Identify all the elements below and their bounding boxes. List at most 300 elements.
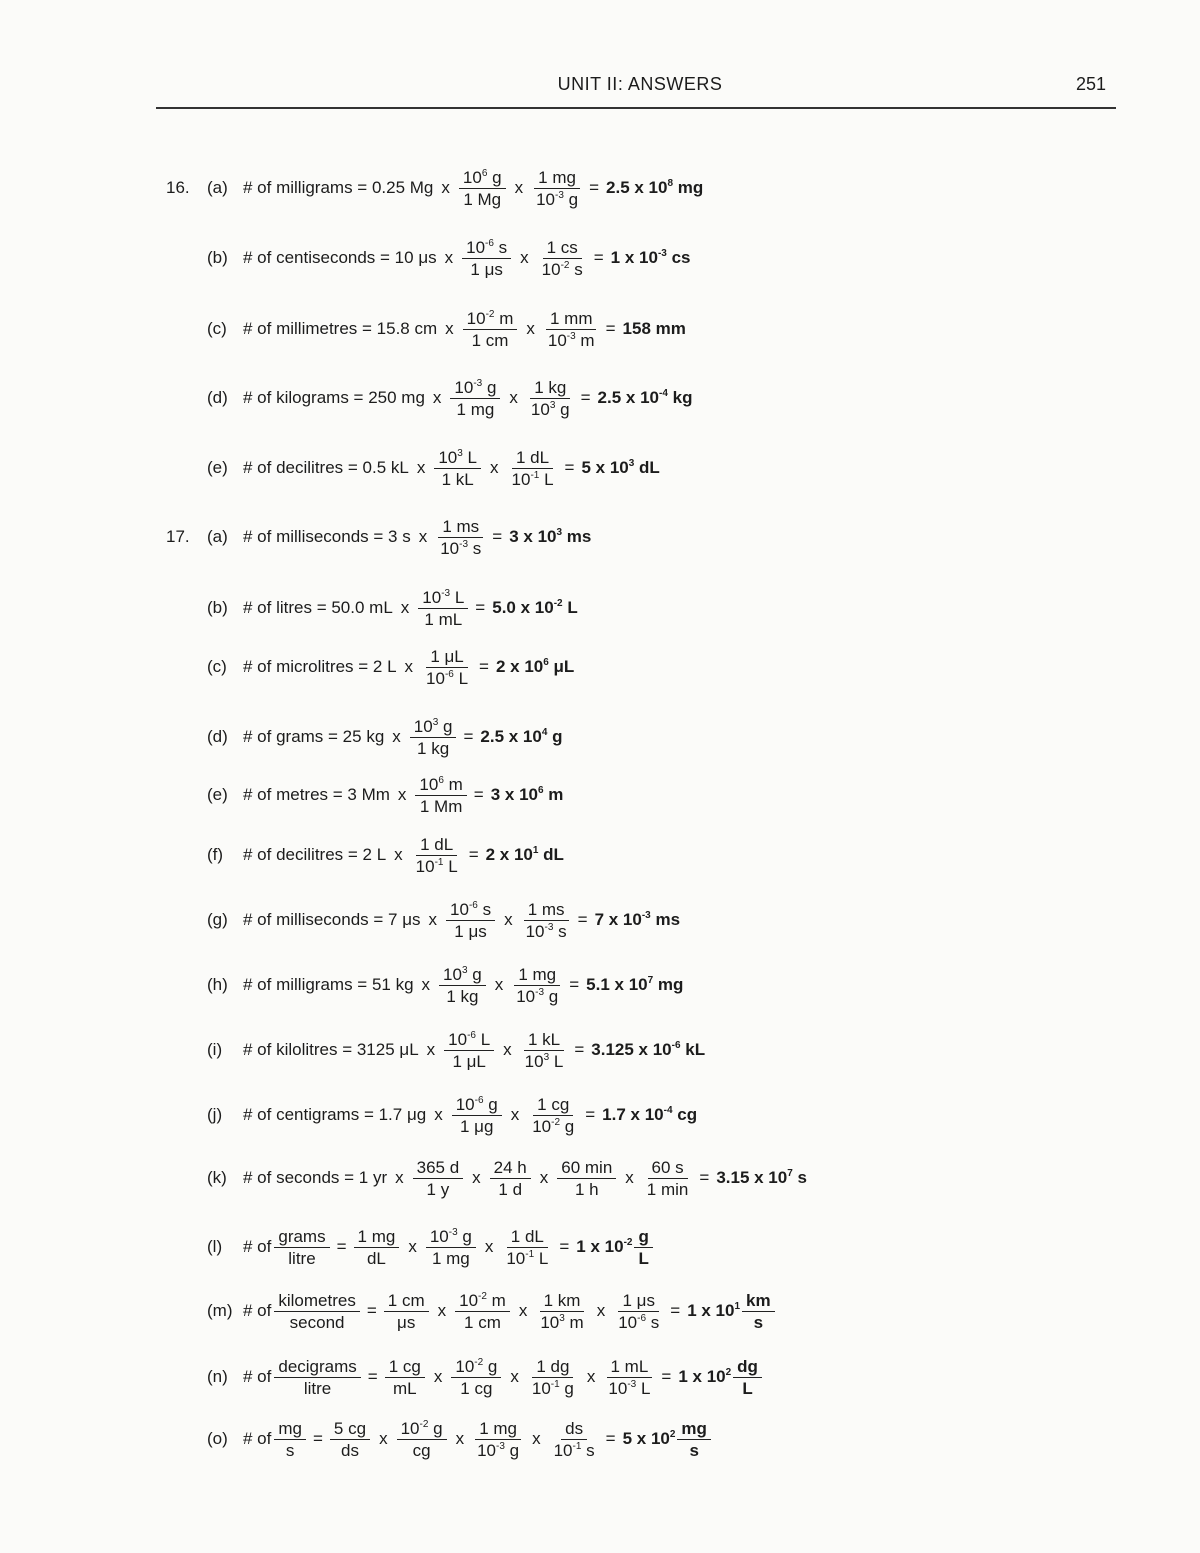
part-label: (f) <box>207 845 224 864</box>
answer-unit-fraction <box>742 1292 775 1331</box>
denominator: $10^{-1}$ L <box>511 469 554 489</box>
times-sign: x <box>510 1105 520 1124</box>
denominator: 1 μs <box>454 921 487 941</box>
expression <box>242 835 564 875</box>
answer-row <box>0 775 1200 815</box>
denominator: $10^{-2}$ s <box>541 259 583 279</box>
expression <box>242 1291 777 1331</box>
times-sign: x <box>526 319 535 338</box>
answer-value: 3.125 x $10^{-6}$ kL <box>591 1040 706 1059</box>
expression-text: # of milliseconds = 3 s <box>243 527 411 546</box>
expression <box>242 717 563 757</box>
part-label: (c) <box>207 657 227 676</box>
equals-sign: = <box>475 598 486 617</box>
page-title: UNIT II: ANSWERS <box>557 74 723 94</box>
expression-text: # of decilitres = 0.5 kL <box>243 458 409 477</box>
denominator: $10^{-3}$ g <box>536 189 579 209</box>
times-sign: x <box>472 1168 481 1187</box>
part-label: (l) <box>207 1237 223 1256</box>
conversion-fraction <box>502 1228 552 1267</box>
part-label: (c) <box>207 319 227 338</box>
conversion-fraction <box>521 1031 568 1070</box>
answer-row <box>0 900 1200 940</box>
conversion-fraction <box>397 1420 447 1459</box>
conversion-fraction <box>418 589 468 628</box>
conversion-fraction <box>412 836 462 875</box>
numerator: grams <box>274 1228 329 1248</box>
conversion-fraction <box>490 1159 531 1198</box>
expression-text: # of seconds = 1 yr <box>243 1168 388 1187</box>
answer-unit-fraction <box>733 1358 762 1397</box>
times-sign: x <box>421 975 431 994</box>
numerator: 1 dL <box>512 449 553 469</box>
times-sign: x <box>455 1429 465 1448</box>
denominator: $10^{-1}$ L <box>506 1248 549 1268</box>
expression-text: # of <box>243 1237 272 1256</box>
part-label: (k) <box>207 1168 227 1187</box>
numerator: 1 dL <box>416 836 457 856</box>
denominator: 1 h <box>574 1179 599 1199</box>
part-label: (i) <box>207 1040 223 1059</box>
answer-row <box>0 647 1200 687</box>
expression-text: # of kilolitres = 3125 μL <box>243 1040 419 1059</box>
denominator: $10^{-6}$ L <box>426 668 469 688</box>
answer-value: 3.15 x $10^7$ s <box>716 1168 807 1187</box>
expression <box>242 378 692 418</box>
numerator: 1 kL <box>524 1031 564 1051</box>
expression <box>242 1357 764 1397</box>
times-sign: x <box>408 1237 417 1256</box>
denominator: 1 cm <box>464 1312 501 1332</box>
part-label: (b) <box>207 598 228 617</box>
answer-unit-fraction <box>634 1228 652 1267</box>
conversion-fraction <box>422 648 472 687</box>
denominator: $10^{-1}$ L <box>415 856 458 876</box>
denominator: cg <box>412 1440 431 1460</box>
expression-text: # of milligrams = 0.25 Mg <box>243 178 434 197</box>
numerator: $10^{-3}$ g <box>426 1228 476 1248</box>
times-sign: x <box>394 845 403 864</box>
answer-value: 3 x $10^6$ m <box>490 785 564 804</box>
part-label: (m) <box>207 1301 233 1320</box>
denominator: $10^{-1}$ g <box>531 1378 574 1398</box>
equals-sign: = <box>699 1168 710 1187</box>
conversion-fraction <box>538 239 587 278</box>
part-label: (b) <box>207 248 228 267</box>
conversion-fraction <box>274 1420 306 1459</box>
expression <box>242 517 591 557</box>
expression <box>242 775 563 815</box>
expression-text: # of <box>243 1367 272 1386</box>
conversion-fraction <box>384 1292 429 1331</box>
denominator: $10^{-3}$ s <box>525 921 567 941</box>
expression-text: # of microlitres = 2 L <box>243 657 397 676</box>
conversion-fraction <box>508 449 558 488</box>
denominator: 1 Mg <box>463 189 502 209</box>
conversion-fraction <box>446 901 495 940</box>
denominator: $10^{-3}$ L <box>608 1378 651 1398</box>
numerator: 1 ms <box>438 518 483 538</box>
equals-sign: = <box>574 1040 585 1059</box>
problem-number: 16. <box>166 178 190 197</box>
expression-text: # of <box>243 1301 272 1320</box>
expression <box>242 238 690 278</box>
numerator: $10^{-3}$ L <box>418 589 468 609</box>
answer-row <box>0 168 1200 208</box>
answer-row <box>0 378 1200 418</box>
expression <box>242 1030 705 1070</box>
conversion-fraction <box>330 1420 370 1459</box>
numerator: 1 cg <box>533 1096 573 1116</box>
times-sign: x <box>539 1168 549 1187</box>
conversion-fraction <box>439 966 486 1005</box>
answer-row <box>0 1419 1200 1459</box>
conversion-fraction <box>544 310 599 349</box>
conversion-fraction <box>557 1159 616 1198</box>
times-sign: x <box>395 1168 404 1187</box>
times-sign: x <box>510 1367 519 1386</box>
answer-value: 1 x $10^{-3}$ cs <box>610 248 691 267</box>
times-sign: x <box>484 1237 494 1256</box>
conversion-fraction <box>536 1292 587 1331</box>
times-sign: x <box>490 458 499 477</box>
answer-value: 5.1 x $10^7$ mg <box>586 975 684 994</box>
numerator: $10^3$ g <box>439 966 486 986</box>
numerator: 1 kg <box>530 379 570 399</box>
conversion-fraction <box>463 310 518 349</box>
equals-sign: = <box>312 1429 323 1448</box>
expression-text: # of metres = 3 Mm <box>243 785 390 804</box>
numerator: ds <box>561 1420 587 1440</box>
times-sign: x <box>586 1367 596 1386</box>
numerator: 1 dg <box>532 1358 573 1378</box>
numerator: mg <box>274 1420 306 1440</box>
answer-unit-fraction <box>677 1420 711 1459</box>
numerator: 1 mL <box>607 1358 653 1378</box>
conversion-fraction <box>643 1159 693 1198</box>
equals-sign: = <box>593 248 604 267</box>
conversion-fraction <box>434 449 481 488</box>
conversion-fraction <box>459 169 506 208</box>
equals-sign: = <box>605 319 616 338</box>
expression <box>242 588 578 628</box>
equals-sign: = <box>479 657 489 676</box>
expression <box>242 900 680 940</box>
expression <box>242 1095 697 1135</box>
denominator: s <box>753 1312 764 1332</box>
numerator: 60 s <box>648 1159 688 1179</box>
conversion-fraction <box>462 239 511 278</box>
problem-number: 17. <box>166 527 190 546</box>
times-sign: x <box>428 910 438 929</box>
denominator: ds <box>341 1440 359 1460</box>
answer-value: 2 x $10^6$ μL <box>495 657 575 676</box>
part-label: (a) <box>207 527 228 546</box>
answer-value: 5.0 x $10^{-2}$ L <box>492 598 578 617</box>
denominator: 1 y <box>426 1179 450 1199</box>
answer-value: 1.7 x $10^{-4}$ cg <box>602 1105 698 1124</box>
part-label: (d) <box>207 388 228 407</box>
times-sign: x <box>392 727 401 746</box>
numerator: mg <box>677 1420 711 1440</box>
part-label: (n) <box>207 1367 228 1386</box>
denominator: 1 μs <box>470 259 503 279</box>
expression-text: # of litres = 50.0 mL <box>243 598 393 617</box>
denominator: second <box>289 1312 345 1332</box>
numerator: 1 cg <box>385 1358 425 1378</box>
expression-text: # of <box>243 1429 272 1448</box>
denominator: $10^3$ m <box>540 1312 584 1332</box>
equals-sign: = <box>366 1301 377 1320</box>
denominator: μs <box>397 1312 416 1332</box>
answer-row <box>0 1291 1200 1331</box>
denominator: $10^{-6}$ s <box>618 1312 660 1332</box>
denominator: $10^3$ L <box>524 1051 564 1071</box>
denominator: dL <box>366 1248 386 1268</box>
expression <box>242 1419 713 1459</box>
times-sign: x <box>404 657 414 676</box>
denominator: litre <box>288 1248 316 1268</box>
numerator: decigrams <box>274 1358 360 1378</box>
times-sign: x <box>441 178 450 197</box>
times-sign: x <box>520 248 529 267</box>
numerator: 1 mm <box>546 310 597 330</box>
times-sign: x <box>434 1105 443 1124</box>
denominator: L <box>638 1248 649 1268</box>
equals-sign: = <box>569 975 580 994</box>
numerator: $10^{-2}$ m <box>455 1292 510 1312</box>
answer-value: 1 x $10^1$ <box>687 1301 741 1320</box>
conversion-fraction <box>274 1228 329 1267</box>
answer-row <box>0 717 1200 757</box>
conversion-fraction <box>473 1420 523 1459</box>
numerator: $10^{-6}$ s <box>446 901 495 921</box>
numerator: $10^{-6}$ g <box>452 1096 502 1116</box>
denominator: $10^{-3}$ m <box>547 330 595 350</box>
denominator: $10^{-3}$ g <box>516 986 559 1006</box>
numerator: g <box>634 1228 652 1248</box>
equals-sign: = <box>367 1367 378 1386</box>
numerator: 1 mg <box>534 169 580 189</box>
part-label: (h) <box>207 975 228 994</box>
part-label: (g) <box>207 910 228 929</box>
expression-text: # of kilograms = 250 mg <box>243 388 425 407</box>
answer-value: 7 x $10^{-3}$ ms <box>594 910 681 929</box>
answer-value: 2.5 x $10^8$ mg <box>606 178 704 197</box>
numerator: $10^6$ g <box>459 169 506 189</box>
numerator: 1 cs <box>543 239 582 259</box>
numerator: $10^{-6}$ L <box>444 1031 494 1051</box>
part-label: (o) <box>207 1429 228 1448</box>
denominator: litre <box>303 1378 332 1398</box>
numerator: 1 mg <box>354 1228 400 1248</box>
times-sign: x <box>416 458 426 477</box>
denominator: 1 Mm <box>419 796 463 816</box>
conversion-fraction <box>614 1292 663 1331</box>
equals-sign: = <box>605 1429 616 1448</box>
part-label: (a) <box>207 178 228 197</box>
equals-sign: = <box>559 1237 570 1256</box>
times-sign: x <box>509 388 518 407</box>
times-sign: x <box>514 178 524 197</box>
numerator: $10^{-3}$ g <box>450 379 500 399</box>
times-sign: x <box>518 1301 528 1320</box>
part-label: (d) <box>207 727 228 746</box>
denominator: L <box>742 1378 753 1398</box>
part-label: (e) <box>207 785 228 804</box>
part-label: (j) <box>207 1105 223 1124</box>
part-label: (e) <box>207 458 228 477</box>
numerator: $10^{-6}$ s <box>462 239 511 259</box>
times-sign: x <box>494 975 504 994</box>
denominator: s <box>689 1440 699 1460</box>
conversion-fraction <box>451 1358 501 1397</box>
times-sign: x <box>445 319 454 338</box>
numerator: 1 ms <box>524 901 569 921</box>
expression-text: # of grams = 25 kg <box>243 727 385 746</box>
conversion-fraction <box>522 901 571 940</box>
equals-sign: = <box>336 1237 347 1256</box>
numerator: 1 mg <box>514 966 560 986</box>
conversion-fraction <box>274 1358 360 1397</box>
conversion-fraction <box>450 379 500 418</box>
answer-row <box>0 1357 1200 1397</box>
denominator: 1 cg <box>460 1378 493 1398</box>
equals-sign: = <box>463 727 474 746</box>
answer-value: 158 mm <box>622 319 686 338</box>
times-sign: x <box>418 527 428 546</box>
numerator: km <box>742 1292 775 1312</box>
denominator: $10^{-3}$ g <box>477 1440 520 1460</box>
times-sign: x <box>625 1168 634 1187</box>
times-sign: x <box>400 598 410 617</box>
expression <box>242 1158 807 1198</box>
answer-row <box>0 1227 1200 1267</box>
numerator: kilometres <box>274 1292 359 1312</box>
answer-row <box>0 517 1200 557</box>
equals-sign: = <box>577 910 588 929</box>
expression-text: # of centigrams = 1.7 μg <box>243 1105 427 1124</box>
denominator: 1 min <box>646 1179 689 1199</box>
times-sign: x <box>379 1429 388 1448</box>
conversion-fraction <box>444 1031 494 1070</box>
conversion-fraction <box>354 1228 400 1267</box>
expression <box>242 309 686 349</box>
times-sign: x <box>437 1301 447 1320</box>
conversion-fraction <box>528 1096 578 1135</box>
numerator: 1 μL <box>426 648 467 668</box>
numerator: $10^6$ m <box>415 776 466 796</box>
expression-text: # of decilitres = 2 L <box>243 845 387 864</box>
conversion-fraction <box>415 776 466 815</box>
conversion-fraction <box>385 1358 425 1397</box>
times-sign: x <box>426 1040 436 1059</box>
numerator: $10^3$ L <box>434 449 481 469</box>
conversion-fraction <box>452 1096 502 1135</box>
conversion-fraction <box>527 379 574 418</box>
conversion-fraction <box>274 1292 359 1331</box>
numerator: $10^3$ g <box>410 718 457 738</box>
conversion-fraction <box>532 169 582 208</box>
denominator: 1 μL <box>452 1051 486 1071</box>
answer-value: 2.5 x $10^{-4}$ kg <box>597 388 693 407</box>
expression-text: # of milliseconds = 7 μs <box>243 910 421 929</box>
answer-row <box>0 448 1200 488</box>
expression <box>242 965 683 1005</box>
denominator: $10^{-3}$ s <box>440 538 482 558</box>
equals-sign: = <box>468 845 479 864</box>
answer-value: 2 x $10^1$ dL <box>485 845 564 864</box>
denominator: 1 kL <box>441 469 474 489</box>
numerator: 1 mg <box>475 1420 521 1440</box>
denominator: $10^{-1}$ s <box>553 1440 595 1460</box>
page-number: 251 <box>1076 74 1107 94</box>
equals-sign: = <box>580 388 591 407</box>
answer-row <box>0 835 1200 875</box>
times-sign: x <box>432 388 442 407</box>
denominator: s <box>285 1440 295 1460</box>
denominator: 1 kg <box>446 986 479 1006</box>
answer-row <box>0 238 1200 278</box>
numerator: 1 dL <box>507 1228 548 1248</box>
expression-text: # of milligrams = 51 kg <box>243 975 414 994</box>
denominator: 1 cm <box>471 330 509 350</box>
conversion-fraction <box>550 1420 599 1459</box>
answer-value: 5 x $10^3$ dL <box>581 458 660 477</box>
denominator: 1 mg <box>431 1248 470 1268</box>
denominator: 1 mg <box>456 399 495 419</box>
conversion-fraction <box>455 1292 510 1331</box>
equals-sign: = <box>473 785 484 804</box>
answer-row <box>0 1095 1200 1135</box>
answer-row <box>0 1158 1200 1198</box>
numerator: 1 km <box>540 1292 585 1312</box>
equals-sign: = <box>670 1301 681 1320</box>
expression <box>242 168 703 208</box>
times-sign: x <box>504 910 513 929</box>
answer-value: 1 x $10^2$ <box>678 1367 732 1386</box>
conversion-fraction <box>512 966 562 1005</box>
expression <box>242 448 660 488</box>
equals-sign: = <box>661 1367 672 1386</box>
numerator: $10^{-2}$ g <box>451 1358 501 1378</box>
answer-row <box>0 965 1200 1005</box>
numerator: 1 cm <box>384 1292 429 1312</box>
conversion-fraction <box>413 1159 464 1198</box>
answer-row <box>0 309 1200 349</box>
expression <box>242 1227 655 1267</box>
times-sign: x <box>596 1301 606 1320</box>
numerator: $10^{-2}$ m <box>463 310 518 330</box>
conversion-fraction <box>604 1358 654 1397</box>
answer-value: 1 x $10^{-2}$ <box>576 1237 633 1256</box>
expression-text: # of millimetres = 15.8 cm <box>243 319 438 338</box>
denominator: 1 μg <box>459 1116 494 1136</box>
answer-value: 5 x $10^2$ <box>622 1429 676 1448</box>
denominator: $10^{-2}$ g <box>532 1116 575 1136</box>
times-sign: x <box>444 248 454 267</box>
numerator: 5 cg <box>330 1420 370 1440</box>
expression <box>242 647 574 687</box>
answer-value: 2.5 x $10^4$ g <box>480 727 563 746</box>
expression-text: # of centiseconds = 10 μs <box>243 248 437 267</box>
denominator: 1 d <box>498 1179 523 1199</box>
equals-sign: = <box>585 1105 596 1124</box>
numerator: 1 μs <box>618 1292 658 1312</box>
answer-row <box>0 588 1200 628</box>
equals-sign: = <box>564 458 575 477</box>
denominator: mL <box>392 1378 417 1398</box>
